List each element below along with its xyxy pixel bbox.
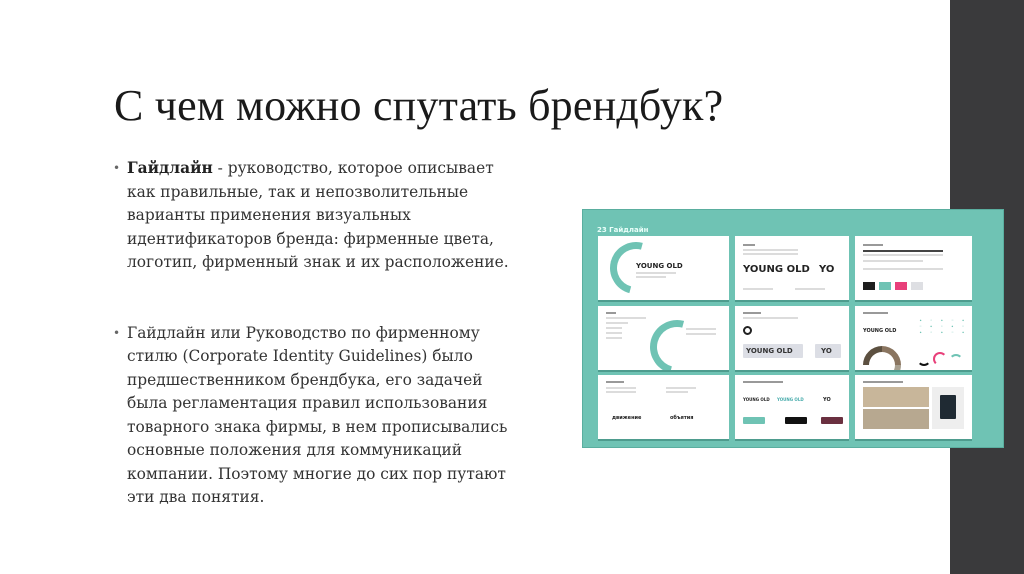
arc-black-icon [917, 352, 931, 366]
text-line [606, 337, 622, 339]
card-cover [598, 236, 729, 300]
pattern-dots: ∙ ◦ ∙ ◦ ∙ ◦ ∙ ◦ ∙ ◦ ∙ ◦ ∙ ◦ ∙ [919, 318, 968, 336]
brand-logo-short: YO [819, 264, 835, 275]
card-brand-words [598, 375, 729, 439]
logo-plate-black [785, 417, 807, 424]
bullet-list [113, 157, 583, 510]
text-line [863, 381, 903, 383]
text-line: идентификаторов бренда: фирменные цвета, [127, 229, 494, 248]
guideline-preview-image [583, 210, 1003, 447]
text-line: компании. Поэтому многие до сих пор путают [127, 464, 506, 483]
text-line [606, 332, 622, 334]
text-line [743, 288, 773, 290]
text-line [666, 391, 688, 393]
text-line: - руководство, которое описывает [212, 159, 494, 177]
preview-title: 23 Гайдлайн [597, 226, 649, 234]
text-line [863, 268, 943, 270]
text-line [686, 328, 716, 330]
text-line [863, 244, 883, 246]
text-line [606, 391, 636, 393]
photo-arc-icon [855, 338, 909, 370]
card-brand-description [598, 306, 729, 370]
text-line: Гайдлайн или Руководство по фирменному [127, 323, 480, 342]
slide-title: С чем можно спутать брендбук? [114, 81, 724, 130]
brand-logo-teal: YOUNG OLD [777, 397, 804, 402]
text-line [795, 288, 825, 290]
card-brand-mark [735, 306, 849, 370]
text-line [606, 387, 636, 389]
text-line [686, 333, 716, 335]
text-line [863, 254, 943, 256]
text-line [606, 327, 622, 329]
text-line: логотип, фирменный знак и их расположение. [127, 253, 509, 271]
text-line [743, 312, 761, 314]
text-line [743, 244, 755, 246]
text-line [743, 381, 783, 383]
swatch-pink [895, 282, 907, 290]
text-line: эти два понятия. [127, 488, 265, 506]
card-logo [735, 236, 849, 300]
bullet-icon: • [113, 161, 121, 175]
swatch-gray [911, 282, 923, 290]
brand-logo: YOUNG OLD [743, 264, 810, 275]
tshirt-shape [940, 395, 956, 419]
card-logo-variants [735, 375, 849, 439]
text-line [666, 387, 696, 389]
text-line [863, 250, 943, 252]
photo-tablet [863, 387, 929, 407]
bullet-guideline-history [113, 322, 583, 510]
card-colors [855, 236, 972, 300]
text-line: варианты применения визуальных [127, 206, 411, 224]
bullet-icon: • [113, 325, 121, 340]
text-line: предшественником брендбука, его задачей [127, 370, 483, 389]
swatch-teal [879, 282, 891, 290]
text-line: основные положения для коммуникаций [127, 441, 462, 459]
arc-teal-icon [949, 354, 963, 368]
swatch-black [863, 282, 875, 290]
brand-logo-stacked: YO [823, 397, 831, 403]
brand-logo: YOUNG OLD [746, 347, 793, 355]
card-applications [855, 375, 972, 439]
text-line: как правильные, так и непозволительные [127, 182, 469, 201]
photo-interior [863, 409, 929, 429]
text-line: была регламентация правил использования [127, 394, 488, 412]
text-line [606, 381, 624, 383]
text-line [863, 312, 888, 314]
text-line [606, 317, 646, 319]
bullet-guideline-definition [113, 157, 583, 275]
text-line: товарного знака фирмы, в нем прописывались [127, 417, 508, 436]
term-bold: Гайдлайн [127, 159, 213, 177]
arc-shape-icon [640, 310, 714, 370]
text-line: стилю (Corporate Identity Guidelines) было [127, 347, 473, 365]
brand-logo: YOUNG OLD [863, 328, 897, 334]
word-hug: объятия [670, 415, 694, 421]
brand-logo: YOUNG OLD [636, 262, 683, 270]
text-line [606, 322, 628, 324]
ring-icon [743, 326, 752, 335]
card-pattern [855, 306, 972, 370]
caption-line [636, 276, 666, 278]
text-line [743, 253, 798, 255]
text-line [863, 260, 923, 262]
text-line [743, 317, 798, 319]
brand-logo-short: YO [821, 347, 832, 355]
text-line [606, 312, 616, 314]
text-line [743, 249, 798, 251]
word-movement: движение [612, 415, 642, 421]
brand-logo: YOUNG OLD [743, 397, 770, 402]
logo-plate-photo [821, 417, 843, 424]
arc-pink-icon [933, 352, 947, 366]
logo-plate-teal [743, 417, 765, 424]
caption-line [636, 272, 676, 274]
